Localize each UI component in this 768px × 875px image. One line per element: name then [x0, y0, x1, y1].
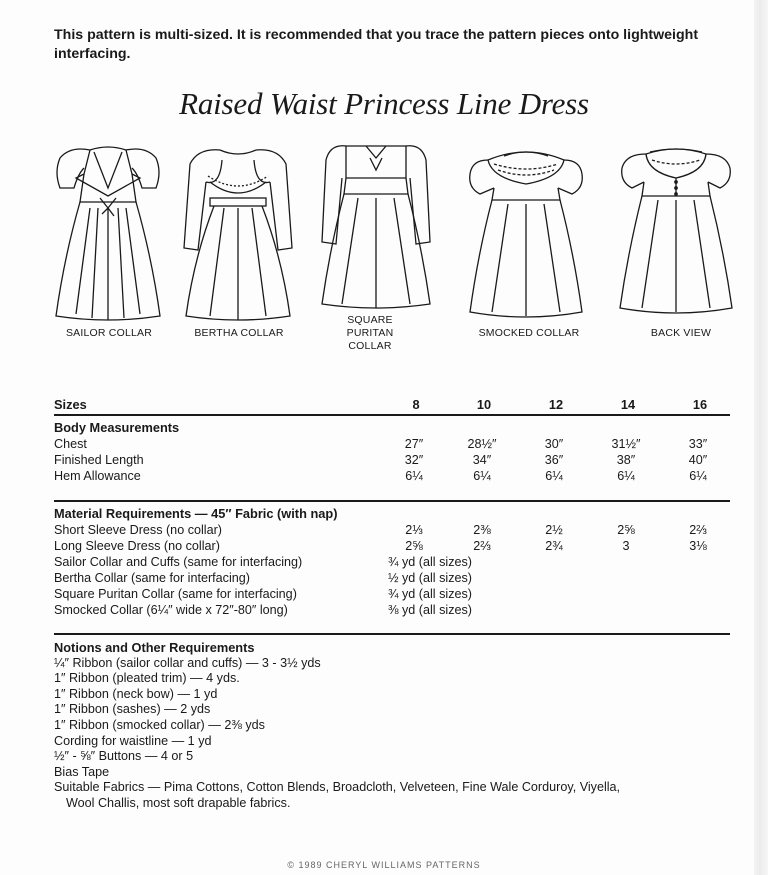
- cell: 2⅔: [473, 539, 491, 553]
- all-sizes-value: ¾ yd (all sizes): [388, 555, 472, 569]
- row-label: Long Sleeve Dress (no collar): [54, 539, 220, 553]
- notion-line: Suitable Fabrics — Pima Cottons, Cotton Blends, Broadcloth, Velveteen, Fine Wale Corduroy, Viyella,: [54, 780, 621, 795]
- row-label: Short Sleeve Dress (no collar): [54, 523, 222, 537]
- cell: 6¼: [405, 469, 423, 483]
- table-row: [54, 554, 730, 570]
- cell: 27″: [404, 437, 424, 451]
- cell: 33″: [688, 437, 708, 451]
- bertha-collar-illustration: [180, 138, 296, 323]
- table-row: [54, 538, 730, 554]
- sizes-label: Sizes: [54, 397, 87, 412]
- caption-bertha-collar: BERTHA COLLAR: [194, 327, 284, 339]
- sizes-header-row: [54, 397, 730, 413]
- notion-line: 1″ Ribbon (neck bow) — 1 yd: [54, 686, 218, 701]
- intro-text: This pattern is multi-sized. It is recommended that you trace the pattern pieces onto lightweight interfacing.: [54, 27, 699, 62]
- notion-line: ¼″ Ribbon (sailor collar and cuffs) — 3 - 3½ yds: [54, 655, 321, 670]
- caption-sailor-collar: SAILOR COLLAR: [65, 327, 153, 339]
- row-label: Smocked Collar (6¼″ wide x 72″-80″ long): [54, 603, 288, 617]
- cell: 38″: [616, 453, 636, 467]
- scan-edge: [754, 0, 768, 875]
- table-row: [54, 586, 730, 602]
- caption-back-view: BACK VIEW: [650, 327, 712, 339]
- section-heading: Material Requirements — 45″ Fabric (with nap): [54, 506, 338, 521]
- cell: 3: [622, 539, 630, 553]
- cell: 6¼: [617, 469, 635, 483]
- table-row: [54, 468, 730, 484]
- row-label: Chest: [54, 437, 87, 451]
- section-heading: Body Measurements: [54, 420, 180, 435]
- row-label: Square Puritan Collar (same for interfacing): [54, 587, 297, 601]
- notion-line: 1″ Ribbon (pleated trim) — 4 yds.: [54, 671, 240, 686]
- size-col: 14: [620, 397, 636, 412]
- cell: 6¼: [473, 469, 491, 483]
- size-col: 8: [412, 397, 420, 412]
- row-label: Sailor Collar and Cuffs (same for interfacing): [54, 555, 303, 569]
- table-row: [54, 436, 730, 452]
- all-sizes-value: ¾ yd (all sizes): [388, 587, 472, 601]
- cell: 40″: [688, 453, 708, 467]
- sailor-collar-illustration: [50, 138, 166, 323]
- cell: 2¾: [545, 539, 563, 553]
- cell: 2⅔: [689, 523, 707, 537]
- cell: 2⅓: [405, 523, 423, 537]
- cell: 31½″: [611, 437, 641, 451]
- pattern-title: Raised Waist Princess Line Dress: [179, 86, 589, 121]
- row-label: Bertha Collar (same for interfacing): [54, 571, 250, 585]
- all-sizes-value: ½ yd (all sizes): [388, 571, 472, 585]
- divider: [54, 500, 730, 502]
- cell: 3⅛: [689, 539, 707, 553]
- material-requirements-heading: [54, 506, 730, 522]
- cell: 32″: [404, 453, 424, 467]
- square-puritan-collar-illustration: [318, 138, 434, 313]
- cell: 2⅝: [405, 539, 423, 553]
- table-row: [54, 570, 730, 586]
- notions-section: [54, 640, 734, 812]
- body-measurements-heading: [54, 420, 730, 436]
- divider: [54, 633, 730, 635]
- notions-heading: Notions and Other Requirements: [54, 640, 255, 655]
- cell: 36″: [544, 453, 564, 467]
- notion-line: Bias Tape: [54, 764, 110, 779]
- cell: 2⅝: [617, 523, 635, 537]
- row-label: Finished Length: [54, 453, 144, 467]
- smocked-collar-illustration: [464, 144, 588, 324]
- size-col: 16: [692, 397, 708, 412]
- table-row: [54, 522, 730, 538]
- table-row: [54, 452, 730, 468]
- size-col: 12: [548, 397, 564, 412]
- divider: [54, 414, 730, 416]
- cell: 30″: [544, 437, 564, 451]
- cell: 28½″: [467, 437, 497, 451]
- row-label: Hem Allowance: [54, 469, 141, 483]
- notion-line: ½″ - ⅝″ Buttons — 4 or 5: [54, 749, 194, 764]
- cell: 34″: [472, 453, 492, 467]
- caption-square-puritan-collar: SQUARE PURITAN COLLAR: [346, 314, 394, 352]
- size-col: 10: [476, 397, 492, 412]
- copyright-footer: © 1989 CHERYL WILLIAMS PATTERNS: [287, 860, 481, 870]
- cell: 6¼: [689, 469, 707, 483]
- notion-line: Cording for waistline — 1 yd: [54, 733, 212, 748]
- back-view-illustration: [616, 142, 736, 320]
- caption-smocked-collar: SMOCKED COLLAR: [478, 327, 580, 339]
- cell: 6¼: [545, 469, 563, 483]
- cell: 2⅜: [473, 523, 491, 537]
- all-sizes-value: ⅜ yd (all sizes): [388, 603, 472, 617]
- cell: 2½: [545, 523, 563, 537]
- notion-line-continuation: Wool Challis, most soft drapable fabrics.: [66, 795, 291, 810]
- table-row: [54, 602, 730, 618]
- notion-line: 1″ Ribbon (smocked collar) — 2⅜ yds: [54, 717, 265, 732]
- notion-line: 1″ Ribbon (sashes) — 2 yds: [54, 702, 211, 717]
